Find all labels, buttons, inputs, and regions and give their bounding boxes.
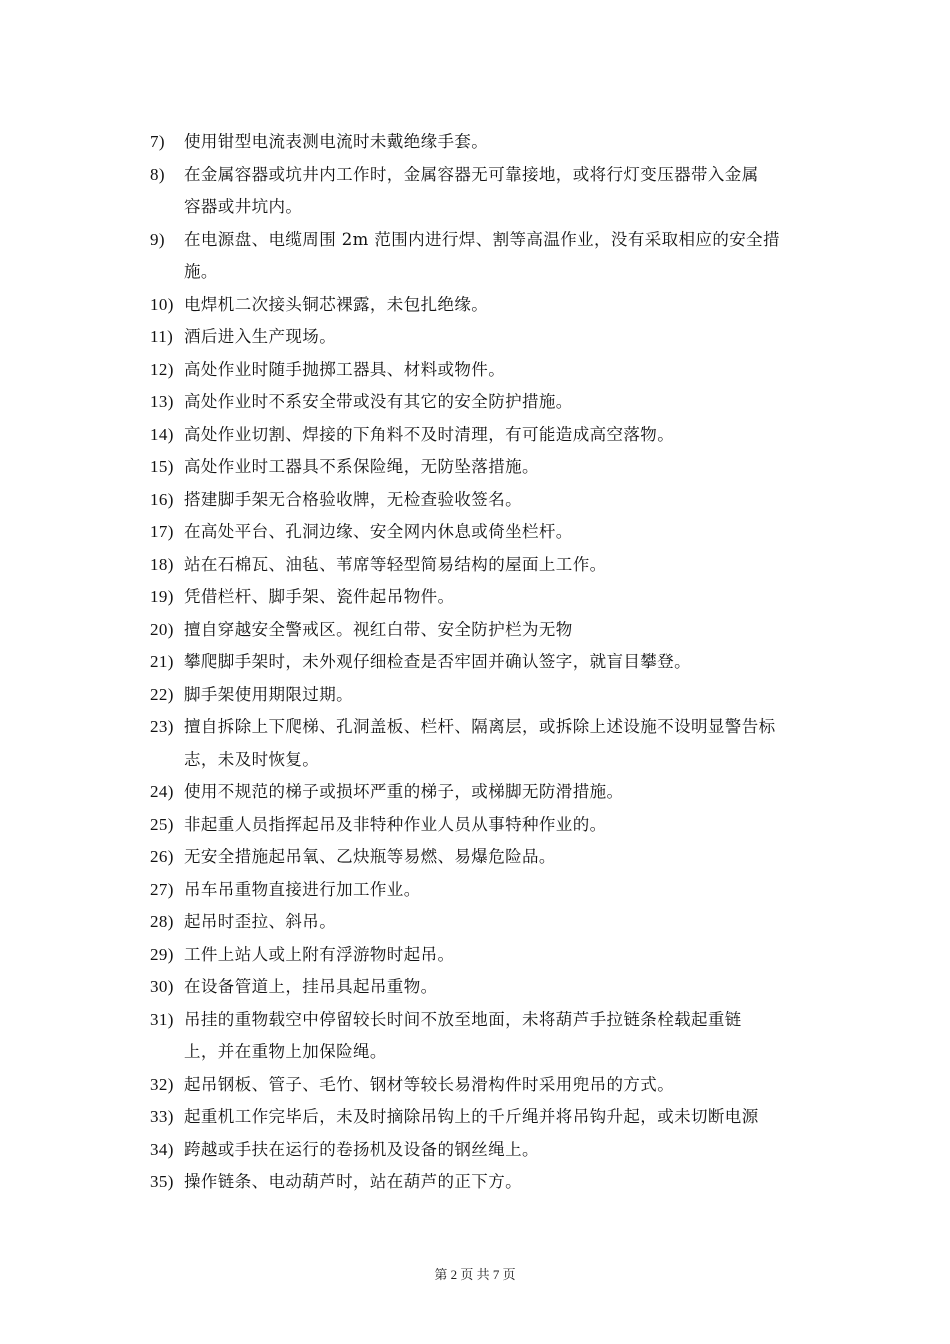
list-item xyxy=(150,484,830,517)
item-text: 电焊机二次接头铜芯裸露，未包扎绝缘。 xyxy=(184,294,489,314)
list-item xyxy=(150,419,830,452)
item-text: 高处作业切割、焊接的下角料不及时清理，有可能造成高空落物。 xyxy=(184,424,675,444)
item-number: 18) xyxy=(150,554,174,574)
item-text: 在高处平台、孔洞边缘、安全网内休息或倚坐栏杆。 xyxy=(184,522,573,541)
list-item xyxy=(150,581,830,614)
item-number: 17) xyxy=(150,522,174,541)
item-number: 21) xyxy=(150,652,174,671)
item-text: 跨越或手扶在运行的卷扬机及设备的钢丝绳上。 xyxy=(184,1139,539,1159)
item-number: 27) xyxy=(150,879,174,899)
item-text: 非起重人员指挥起吊及非特种作业人员从事特种作业的。 xyxy=(184,814,607,834)
item-number: 35) xyxy=(150,1172,174,1191)
item-number: 28) xyxy=(150,912,174,931)
item-number: 22) xyxy=(150,684,174,704)
item-number: 25) xyxy=(150,814,174,834)
list-item xyxy=(150,516,830,549)
item-text: 工件上站人或上附有浮游物时起吊。 xyxy=(184,944,455,964)
item-text: 起吊时歪拉、斜吊。 xyxy=(184,912,337,931)
page-footer: 第 2 页 共 7 页 xyxy=(434,1267,516,1282)
item-text: 吊挂的重物载空中停留较长时间不放至地面，未将葫芦手拉链条栓载起重链 上，并在重物上加保险绳。 xyxy=(184,1009,742,1061)
list-item xyxy=(150,1101,830,1134)
item-text: 擅自拆除上下爬梯、孔洞盖板、栏杆、隔离层，或拆除上述设施不设明显警告标 志，未及时恢复。 xyxy=(184,717,776,769)
list-item xyxy=(150,841,830,874)
item-number: 20) xyxy=(150,619,174,639)
item-number: 12) xyxy=(150,359,174,379)
item-text: 酒后进入生产现场。 xyxy=(184,327,337,346)
item-text: 使用钳型电流表测电流时未戴绝缘手套。 xyxy=(184,132,489,151)
item-number: 31) xyxy=(150,1009,174,1029)
list-item xyxy=(150,386,830,419)
list-item xyxy=(150,126,830,159)
item-text: 在金属容器或坑井内工作时，金属容器无可靠接地，或将行灯变压器带入金属 容器或井坑内。 xyxy=(184,164,759,216)
list-item xyxy=(150,451,830,484)
item-text: 攀爬脚手架时，未外观仔细检查是否牢固并确认签字，就盲目攀登。 xyxy=(184,652,691,671)
list-item xyxy=(150,809,830,842)
item-number: 13) xyxy=(150,392,174,411)
list-item xyxy=(150,679,830,712)
list-item xyxy=(150,1134,830,1167)
list-item xyxy=(150,159,830,224)
list-item xyxy=(150,939,830,972)
list-item xyxy=(150,906,830,939)
list-item xyxy=(150,1004,830,1069)
item-text: 站在石棉瓦、油毡、苇席等轻型简易结构的屋面上工作。 xyxy=(184,554,607,574)
item-number: 16) xyxy=(150,489,174,509)
item-number: 14) xyxy=(150,424,174,444)
item-text: 吊车吊重物直接进行加工作业。 xyxy=(184,879,421,899)
item-number: 15) xyxy=(150,457,174,476)
item-text: 搭建脚手架无合格验收牌，无检查验收签名。 xyxy=(184,489,522,509)
list-item xyxy=(150,1069,830,1102)
item-number: 19) xyxy=(150,587,174,606)
item-number: 32) xyxy=(150,1074,174,1094)
list-item xyxy=(150,776,830,809)
list-item xyxy=(150,224,830,289)
item-number: 7) xyxy=(150,132,165,151)
item-number: 23) xyxy=(150,717,174,736)
item-number: 9) xyxy=(150,229,165,249)
item-number: 8) xyxy=(150,164,165,184)
list-item xyxy=(150,614,830,647)
item-text: 高处作业时工器具不系保险绳，无防坠落措施。 xyxy=(184,457,539,476)
item-text: 起吊钢板、管子、毛竹、钢材等较长易滑构件时采用兜吊的方式。 xyxy=(184,1074,675,1094)
item-number: 29) xyxy=(150,944,174,964)
item-text: 在设备管道上，挂吊具起吊重物。 xyxy=(184,977,438,996)
list-item xyxy=(150,874,830,907)
item-text: 起重机工作完毕后，未及时摘除吊钩上的千斤绳并将吊钩升起，或未切断电源 xyxy=(184,1107,759,1126)
list-item xyxy=(150,646,830,679)
list-item xyxy=(150,321,830,354)
item-text: 脚手架使用期限过期。 xyxy=(184,684,353,704)
item-number: 11) xyxy=(150,327,174,346)
item-number: 34) xyxy=(150,1139,174,1159)
rule-list xyxy=(150,126,830,1199)
list-item xyxy=(150,711,830,776)
item-text: 擅自穿越安全警戒区。视红白带、安全防护栏为无物 xyxy=(184,619,573,639)
item-text: 操作链条、电动葫芦时，站在葫芦的正下方。 xyxy=(184,1172,522,1191)
item-text: 凭借栏杆、脚手架、瓷件起吊物件。 xyxy=(184,587,455,606)
item-text: 高处作业时随手抛掷工器具、材料或物件。 xyxy=(184,359,506,379)
list-item xyxy=(150,289,830,322)
item-text: 使用不规范的梯子或损坏严重的梯子，或梯脚无防滑措施。 xyxy=(184,782,624,801)
item-number: 26) xyxy=(150,847,174,866)
list-item xyxy=(150,971,830,1004)
list-item xyxy=(150,354,830,387)
item-number: 33) xyxy=(150,1107,174,1126)
item-text: 在电源盘、电缆周围 2m 范围内进行焊、割等高温作业，没有采取相应的安全措 施。 xyxy=(184,229,780,281)
list-item xyxy=(150,549,830,582)
list-item xyxy=(150,1166,830,1199)
item-text: 无安全措施起吊氧、乙炔瓶等易燃、易爆危险品。 xyxy=(184,847,556,866)
item-number: 24) xyxy=(150,782,174,801)
item-text: 高处作业时不系安全带或没有其它的安全防护措施。 xyxy=(184,392,573,411)
item-number: 30) xyxy=(150,977,174,996)
item-number: 10) xyxy=(150,294,174,314)
